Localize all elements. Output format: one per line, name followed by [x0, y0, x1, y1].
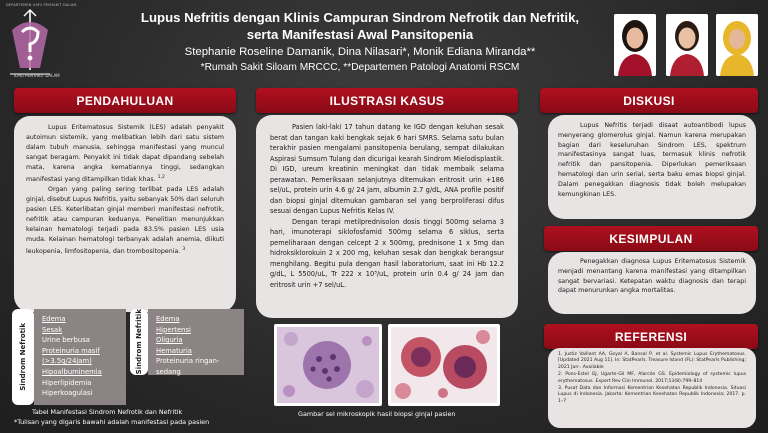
author-photo-3 — [716, 14, 758, 76]
nefrotik-item: Urine berbusa — [42, 336, 90, 345]
nefritik-list — [148, 309, 244, 375]
author-photo-2 — [666, 14, 708, 76]
referensi-heading: REFERENSI — [544, 324, 758, 349]
nefrotik-item: Hipoalbuminemia — [42, 367, 102, 376]
title-line-2: serta Manifestasi Awal Pansitopenia — [246, 26, 474, 42]
diskusi-text: Lupus Nefritis terjadi disaat autoantibodi lupus menyerang glomerolus ginjal. Namun karena merupakan bagian dari keseluruhan Sindrom LES, spektrum manifestasinya sangat luas, termasuk klinis nefrotik nefritik dan pansitopenia. Diperlukan pemeriksaan hematologi dan urin serial, serta baku emas biopsi ginjal. Dalam penegakkan diagnosis tidak boleh melupakan kemungkinan LES. — [558, 122, 746, 198]
kesimpulan-panel — [548, 252, 756, 314]
nefritik-tab — [130, 309, 148, 375]
reference-item: 2. Pons-Estel GJ, Ugarte-Gil MF, Alarcón GS. Epidemiology of systemic lupus erythematosus. Expert Rev Clin Immunol. 2017;13(8):799–814 — [558, 372, 746, 384]
kesimpulan-heading: KESIMPULAN — [544, 226, 758, 251]
author-photo-1 — [614, 14, 656, 76]
logo-bottom-text: ILMU PENYAKIT DALAM — [14, 73, 60, 78]
pendahuluan-ref-1: 1,2 — [157, 175, 165, 180]
reference-item: 3. Pusat Data dan Informasi Kementrian Kesehatan Republik Indonesia. Situasi Lupus di Indonesia. Jakarta: Kementrian Kesehatan Republik Indonesia; 2017. p. 1–7 — [558, 386, 746, 404]
referensi-panel — [548, 348, 756, 428]
nefrotik-item: Hiperlipidemia — [42, 378, 92, 387]
authors: Stephanie Roseline Damanik, Dina Nilasari*, Monik Ediana Miranda** — [184, 46, 536, 58]
biopsy-image-2 — [388, 324, 500, 406]
biopsy-caption: Gambar sel mikroskopik hasil biopsi ginjal pasien — [298, 410, 456, 418]
pendahuluan-paragraph-2: Organ yang paling sering terlibat pada LES adalah ginjal, disebut Lupus Nefritis, yaitu sebanyak 50% dari seluruh pasien LES. Keterlibatan ginjal memberi manifestasi nefrotik, nefritik atau campuran keduanya. Penelitian menunjukkan kelainan hematologi terjadi pada 83.5% pasien LES usia muda. Kelainan hematologi terbanyak adalah anemia, diikuti leukopenia, limfositopenia, dan trombositopenia. — [26, 186, 224, 256]
nefritik-item: Edema — [156, 315, 180, 323]
affiliation: *Rumah Sakit Siloam MRCCC, **Departemen Patologi Anatomi RSCM — [200, 62, 520, 73]
department-logo-icon — [6, 8, 54, 78]
nefrotik-tab — [12, 309, 34, 405]
poster-title — [100, 10, 620, 43]
ilustrasi-paragraph-1: Pasien laki-laki 17 tahun datang ke IGD dengan keluhan sesak berat dan tangan kaki bengkak sejak 6 hari SMRS. Selama satu bulan terakhir pasien mengalami pansitopenia berulang, sempat dilakukan Aspirasi Sumsum Tulang dan dicurigai kearah Sindrom Mielodisplastik. Di IGD, ureum kreatinin meningkat dan tidak membaik selama perawatan. Pemeriksaan selanjutnya ditemukan eritrosit urin +186 sel/uL, protein urin 4.6 g/ 24 jam, albumin 2.7 g/dL, ANA profile positif dan biopsi ginjal ditemukan gambaran sel yang berproliferasi difus sesuai dengan Lupus Nefritis Kelas IV. — [270, 123, 504, 215]
nefritik-label: Sindrom Nefritik — [135, 309, 143, 375]
title-line-1: Lupus Nefritis dengan Klinis Campuran Sindrom Nefrotik dan Nefritik, — [140, 10, 580, 25]
pendahuluan-heading: PENDAHULUAN — [14, 88, 236, 113]
reference-item: 1. Justiz Vaillant AA, Goyal A, Bansal P, et al. Systemic Lupus Erythematosus. [Updated 2021 Aug 11]. In: StatPearls. Treasure Island (FL): StatPearls Publishing; 2021 Jan-. Available — [558, 352, 746, 370]
biopsy-image-1 — [274, 324, 382, 406]
ilustrasi-heading: ILUSTRASI KASUS — [256, 88, 518, 113]
diskusi-panel — [548, 115, 756, 219]
nefritik-item: Proteinuria ringan- — [156, 357, 220, 366]
nefrotik-item: Hiperkoagulasi — [42, 389, 93, 398]
nefritik-item: Hipertensi — [156, 325, 191, 334]
nefritik-item: Oliguria — [156, 336, 183, 345]
pendahuluan-ref-2: 3 — [182, 247, 186, 253]
diskusi-heading: DISKUSI — [540, 88, 758, 113]
kesimpulan-text: Penegakkan diagnosa Lupus Eritematosus Sistemik menjadi menantang karena manifestasi yang ditampilkan sangat bervariasi. Ketepatan waktu diagnosis dan terapi dapat menurunkan angka mortalitas. — [558, 258, 746, 295]
ilustrasi-paragraph-2: Dengan terapi metilprednisolon dosis tinggi 500mg selama 3 hari, imunoterapi siklofosfamid 500mg selama 6 siklus, serta pemeliharaan dengan celcept 2 x 500mg, prednisone 1 x 5mg dan hidroksiklorokuin 2 x 200 mg, keluhan sesak dan bengkak berangsur menghilang. Begitu pula dengan hasil laboratorium, saat ini Hb 12.2 g/dL, L 5500/uL, Tr 222 x 10³/uL, protein urin 0.4 g/ 24 jam dan eritrosit urin +7 sel/uL. — [270, 217, 504, 289]
pendahuluan-panel — [14, 116, 236, 312]
table-caption: Tabel Manifestasi Sindrom Nefrotik dan Nefritik — [32, 408, 183, 416]
logo-top-text: DEPARTEMEN ILMU PENYAKIT DALAM — [6, 3, 77, 7]
nefrotik-item: Sesak — [42, 325, 63, 334]
nefrotik-list — [34, 309, 126, 405]
ilustrasi-panel — [256, 115, 518, 318]
nefritik-item: sedang — [156, 367, 181, 376]
table-note: *Tulisan yang digaris bawahi adalah manifestasi pada pasien — [14, 418, 210, 426]
nefrotik-item: Edema — [42, 315, 66, 323]
nefrotik-item: Proteinuria masif — [42, 346, 100, 355]
nefritik-item: Hematuria — [156, 346, 192, 355]
pendahuluan-paragraph-1: Lupus Eritematosus Sistemik (LES) adalah penyakit autoimun sistemik, yang melibatkan lebih dari satu sistem dalam tubuh manusia, sehingga manifestasi yang muncul sangat beragam. Penyakit ini tidak dapat dipandang sebelah mata, karena angka kematiannya tinggi, sedangkan manifestasi yang ditampilkan tidak khas. — [26, 124, 224, 184]
nefrotik-label: Sindrom Nefrotik — [19, 323, 27, 391]
nefrotik-item: (>3.5g/24jam) — [42, 357, 92, 366]
